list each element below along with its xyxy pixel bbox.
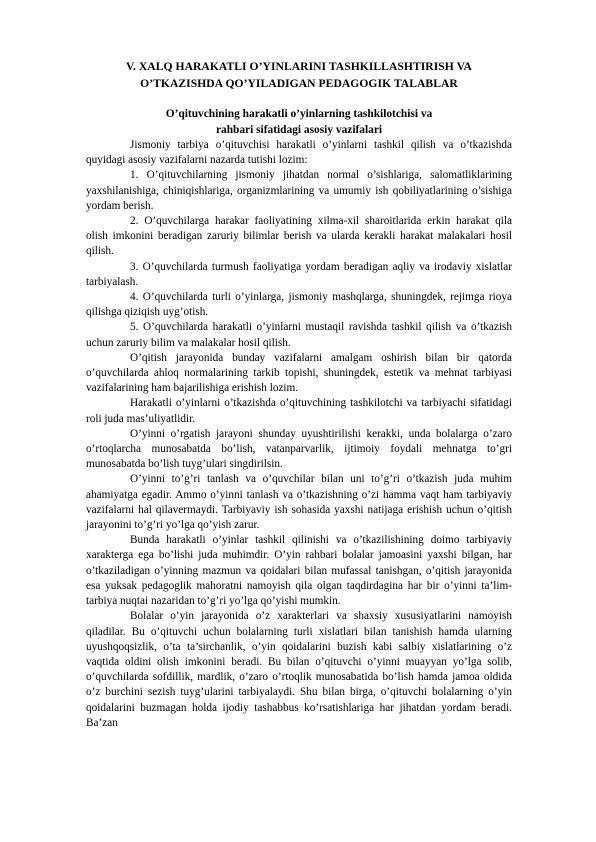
paragraph: Harakatli o’yinlarni o’tkazishda o’qituvchining tashkilotchi va tarbiyachi sifatidagi roli juda mas’uliyatlidir.	[86, 397, 512, 425]
paragraph: O’qitish jarayonida bunday vazifalarni amalgam oshirish bilan bir qatorda o’quvchilarda ahloq normalarining tarkib topishi, shuningdek, estetik va mehnat tarbiyasi vazifalarining ham bajarilishiga erishish lozim.	[86, 351, 512, 395]
section-title-line: O’qituvchining harakatli o’yinlarning tashkilotchisi va	[165, 108, 433, 120]
chapter-title	[86, 58, 512, 92]
list-item: 2. O’quvchilarga harakar faoliyatining xilma-xil sharoitlarida erkin harakat qila olish imkonini beradigan zaruriy bilimlar berish va ularda kerakli harakat malakalari hosil qilish.	[86, 215, 512, 258]
chapter-title-line: O’TKAZISHDA QO’YILADIGAN PEDAGOGIK TALABLAR	[140, 77, 458, 90]
paragraph: O’yinni o’rgatish jarayoni shunday uyushtirilishi kerakki, unda bolalarga o’zaro o’rtoqlarcha munosabatda bo’lish, vatanparvarlik, ijtimoiy foydali mehnatga to’gri munosabatda bo’lish tuyg’ulari singdirilsin.	[86, 427, 512, 471]
paragraph: Bolalar o’yin jarayonida o’z xarakterlari va shaxsiy xususiyatlarini namoyish qiladilar. Bu o’qituvchi uchun bolalarning turli xislatlari bilan tanishish hamda ularning uyushqoqsizlik, o’ta ta’sirchanlik, o’yin qoidalarini buzish kabi salbiy xislatlarining o’z vaqtida oldini olish imkonini beradi. Bu bilan o’qituvchi o’yinni muayyan yo’lga solib, o’quvchilarda sofdillik, mardlik, o’zaro o’rtoqlik munosabatida bo’lish hamda jamoa oldida o’z burchini sezish tuyg’ularini tarbiyalaydi. Shu bilan birga, o’qituvchi bolalarning o’yin qoidalarini buzmagan holda ijodiy tashabbus ko’rsatishlariga har jihatdan yordam beradi. Ba’zan	[86, 610, 512, 729]
paragraph: O’yinni to’g’ri tanlash va o’quvchilar bilan uni to’g’ri o’tkazish juda muhim ahamiyatga egadir. Ammo o’yinni tanlash va o’tkazishning o’zi hamma vaqt ham tarbiyaviy vazifalarni hal qilavermaydi. Tarbiyaviy ish sohasida yaxshi natijaga erishish uchun o’qitish jarayonini to’g’ri yo’lga qo’yish zarur.	[86, 473, 512, 532]
list-item: 5. O’quvchilarda harakatli o’yinlarni mustaqil ravishda tashkil qilish va o’tkazish uchun zaruriy bilim va malakalar hosil qilish.	[86, 321, 512, 349]
paragraph: Jismoniy tarbiya o’qituvchisi harakatli o’yinlarni tashkil qilish va o’tkazishda quyidagi asosiy vazifalarni nazarda tutishi lozim:	[86, 139, 512, 167]
paragraph: Bunda harakatli o’yinlar tashkil qilinishi va o’tkazilishining doimo tarbiyaviy xarakterga ega bo’lishi juda muhimdir. O’yin rahbari bolalar jamoasini yaxshi bilgan, har o’tkaziladigan o’yinning mazmun va qoidalari bilan mufassal tanishgan, o’qitish jarayonida esa yuksak pedagoglik mahoratni namoyish qila olgan taqdirdagina har bir o’yinni ta’lim-tarbiya nuqtai nazaridan to’g’ri yo’lga qo’yishi mumkin.	[86, 534, 512, 608]
section-title	[86, 106, 512, 138]
section-title-line: rahbari sifatidagi asosiy vazifalari	[215, 124, 383, 136]
chapter-title-line: V. XALQ HARAKATLI O’YINLARINI TASHKILLASHTIRISH VA	[126, 60, 472, 73]
list-item: 4. O’quvchilarda turli o’yinlarga, jismoniy mashqlarga, shuningdek, rejimga rioya qilishga qiziqish uyg’otish.	[86, 291, 512, 319]
list-item: 1. O’qituvchilarning jismoniy jihatdan normal o’sishlariga, salomatliklarining yaxshilanishiga, chiniqishlariga, organizmlarining va umumiy ish qobiliyatlarining o’sishiga yordam berish.	[86, 169, 512, 212]
list-item: 3. O’quvchilarda turmush faoliyatiga yordam beradigan aqliy va irodaviy xislatlar tarbiyalash.	[86, 260, 512, 288]
document-body	[86, 138, 512, 731]
